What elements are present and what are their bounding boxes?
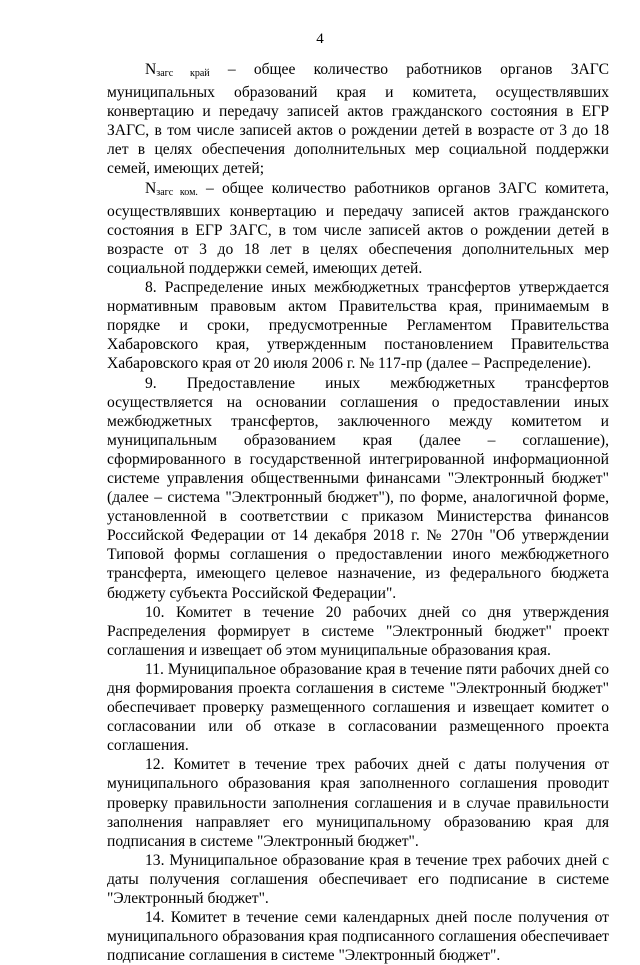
- paragraph-n-zags-kom: [107, 179, 609, 278]
- paragraph-item-9: 9. Предоставление иных межбюджетных трансфертов осуществляется на основании соглашения о предоставлении иных межбюджетных трансфертов, заключенного между комитетом и муниципальным образованием края (далее – соглашение), сформированного в государственной интегрированной информационной системе управления общественными финансами "Электронный бюджет" (далее – система "Электронный бюджет"), по форме, аналогичной форме, установленной в соответствии с приказом Министерства финансов Российской Федерации от 14 декабря 2018 г. № 270н "Об утверждении Типовой формы соглашения о предоставлении иного межбюджетного трансферта, имеющего целевое назначение, из федерального бюджета бюджету субъекта Российской Федерации".: [107, 374, 609, 602]
- paragraph-item-12: 12. Комитет в течение трех рабочих дней с даты получения от муниципального образования края заполненного соглашения проводит проверку правильности заполнения соглашения и в случае правильности заполнения направляет его муниципальному образованию края для подписания в системе "Электронный бюджет".: [107, 756, 609, 850]
- formula-subscript: загс ком.: [156, 186, 198, 198]
- paragraph-item-10: 10. Комитет в течение 20 рабочих дней со дня утверждения Распределения формирует в системе "Электронный бюджет" проект соглашения и извещает об этом муниципальные образования края.: [107, 603, 609, 659]
- paragraph-text: – общее количество работников органов ЗАГС муниципальных образований края и комитета, осуществлявших конвертацию и передачу записей актов гражданского состояния в ЕГР ЗАГС, в том числе записей актов о рождении детей в возрасте от 3 до 18 лет в целях обеспечения дополнительных мер социальной поддержки семей, имеющих детей;: [107, 61, 609, 178]
- paragraph-n-zags-krai: [107, 60, 609, 179]
- page-number: 4: [316, 31, 324, 47]
- paragraph-item-11: 11. Муниципальное образование края в течение пяти рабочих дней со дня формирования проекта соглашения в системе "Электронный бюджет" обеспечивает проверку размещенного соглашения и извещает комитет о согласовании или об отказе в согласовании размещенного проекта соглашения.: [107, 660, 609, 755]
- formula-symbol: N: [145, 179, 157, 197]
- formula-subscript: загс край: [156, 68, 210, 79]
- paragraph-item-8: 8. Распределение иных межбюджетных трансфертов утверждается нормативным правовым актом Правительства края, принимаемым в порядке и сроки, предусмотренные Регламентом Правительства Хабаровского края, утвержденным постановлением Правительства Хабаровского края от 20 июля 2006 г. № 117-пр (далее – Распределение).: [107, 279, 609, 373]
- formula-symbol: N: [145, 61, 157, 78]
- paragraph-item-13: 13. Муниципальное образование края в течение трех рабочих дней с даты получения соглашения обеспечивает его подписание в системе "Электронный бюджет".: [107, 851, 609, 908]
- paragraph-item-14: 14. Комитет в течение семи календарных дней после получения от муниципального образования края подписанного соглашения обеспечивает подписание соглашения в системе "Электронный бюджет".: [107, 909, 609, 965]
- document-body: [107, 60, 609, 965]
- paragraph-text: – общее количество работников органов ЗАГС комитета, осуществлявших конвертацию и передачу записей актов гражданского состояния в ЕГР ЗАГС, в том числе записей актов о рождении детей в возрасте от 3 до 18 лет в целях обеспечения дополнительных мер социальной поддержки семей, имеющих детей.: [107, 179, 609, 277]
